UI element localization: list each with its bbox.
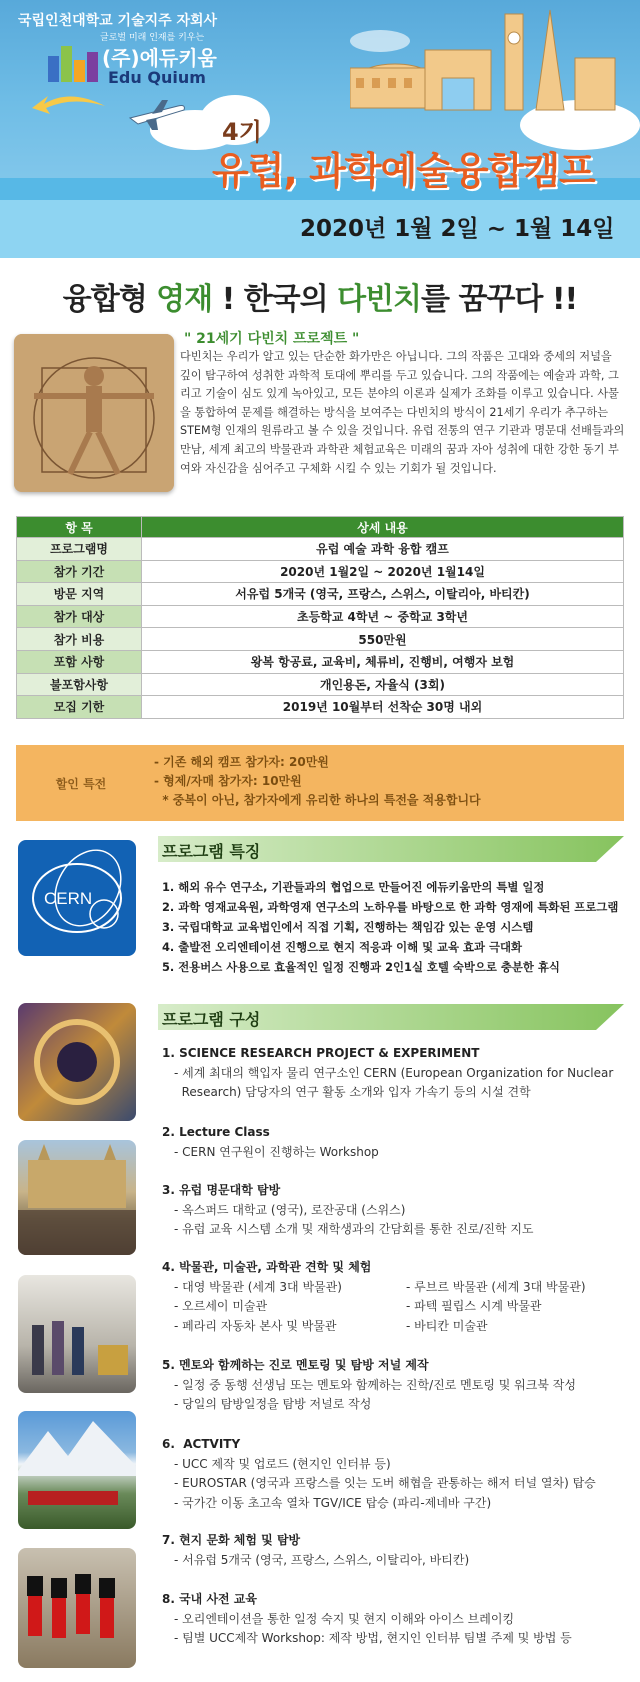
camp-info-table bbox=[16, 516, 624, 719]
program-line: - CERN 연구원이 진행하는 Workshop bbox=[174, 1144, 379, 1159]
program-line: - 서유럽 5개국 (영국, 프랑스, 스위스, 이탈리아, 바티칸) bbox=[174, 1552, 470, 1567]
program-section-title: 7. 현지 문화 체험 및 탐방 bbox=[162, 1533, 301, 1547]
table-row bbox=[17, 696, 624, 719]
table-row bbox=[17, 605, 624, 628]
program-section-title: 2. Lecture Class bbox=[162, 1125, 270, 1139]
company-name: (주)에듀키움 bbox=[102, 46, 217, 70]
program-line: - 국가간 이동 초고속 열차 TGV/ICE 탑승 (파리-제네바 구간) bbox=[174, 1495, 492, 1510]
table-header-row bbox=[17, 517, 624, 538]
intro-heading: " 21세기 다빈치 프로젝트 " bbox=[184, 331, 360, 347]
company-name-en: Edu Quium bbox=[108, 68, 206, 87]
program-line: Research) 담당자의 연구 활동 소개와 입자 가속기 등의 시설 견학 bbox=[174, 1085, 531, 1099]
feature-item: 5. 전용버스 사용으로 효율적인 일정 진행과 2인1실 호텔 숙박으로 충분한 휴식 bbox=[162, 960, 560, 974]
table-row bbox=[17, 650, 624, 673]
program-line: - UCC 제작 및 업로드 (현지인 인터뷰 등) bbox=[174, 1456, 391, 1471]
program-line: - 일정 중 동행 선생님 또는 멘토와 함께하는 진학/진로 멘토링 및 워크북 작성 bbox=[174, 1377, 576, 1392]
program-section-title: 5. 멘토와 함께하는 진로 멘토링 및 탐방 저널 제작 bbox=[162, 1358, 429, 1372]
program-section-2 bbox=[162, 1123, 379, 1162]
feature-item: 3. 국립대학교 교육법인에서 직접 기획, 진행하는 책임감 있는 운영 시스템 bbox=[162, 920, 534, 934]
program-title: 프로그램 구성 bbox=[162, 1010, 261, 1029]
program-line: - 파텍 필립스 시계 박물관 bbox=[406, 1299, 542, 1313]
features-list bbox=[162, 877, 618, 977]
row-label: 방문 지역 bbox=[17, 583, 142, 606]
camp-generation: 4기 bbox=[222, 118, 262, 146]
program-line: - 팀별 UCC제작 Workshop: 제작 방법, 현지인 인터뷰 팀별 주제 및 방법 등 bbox=[174, 1631, 572, 1645]
discount-box bbox=[16, 745, 624, 821]
row-value: 유럽 예술 과학 융합 캠프 bbox=[142, 538, 624, 561]
feature-item: 2. 과학 영재교육원, 과학영재 연구소의 노하우를 바탕으로 한 과학 영재에 특화된 프로그램 bbox=[162, 900, 619, 914]
cern-logo-text: CERN bbox=[44, 889, 93, 908]
table-header-detail: 상세 내용 bbox=[142, 517, 624, 538]
airplane-icon bbox=[128, 96, 188, 132]
program-section-3 bbox=[162, 1181, 534, 1240]
table-row bbox=[17, 560, 624, 583]
feature-item: 4. 출발전 오리엔테이션 진행으로 현지 적응과 이해 및 교육 효과 극대화 bbox=[162, 940, 523, 954]
row-label: 참가 기간 bbox=[17, 560, 142, 583]
particle-accelerator-photo bbox=[18, 1003, 136, 1121]
row-label: 불포함사항 bbox=[17, 673, 142, 696]
row-value: 서유럽 5개국 (영국, 프랑스, 스위스, 이탈리아, 바티칸) bbox=[142, 583, 624, 606]
discount-line: - 기존 해외 캠프 참가자: 20만원 bbox=[154, 755, 329, 769]
museum-visit-photo bbox=[18, 1275, 136, 1393]
program-section-4 bbox=[162, 1258, 638, 1336]
row-label: 포함 사항 bbox=[17, 650, 142, 673]
row-label: 참가 대상 bbox=[17, 605, 142, 628]
university-name: 국립인천대학교 기술지주 자회사 bbox=[18, 13, 218, 29]
row-value: 왕복 항공료, 교육비, 체류비, 진행비, 여행자 보험 bbox=[142, 650, 624, 673]
program-section-5 bbox=[162, 1356, 576, 1415]
row-label: 모집 기한 bbox=[17, 696, 142, 719]
program-section-8 bbox=[162, 1590, 572, 1649]
company-tagline: 글로벌 미래 인재를 키우는 bbox=[100, 33, 205, 43]
program-section-title: 8. 국내 사전 교육 bbox=[162, 1592, 257, 1606]
swiss-alps-train-photo bbox=[18, 1411, 136, 1529]
table-row bbox=[17, 538, 624, 561]
features-title: 프로그램 특징 bbox=[162, 842, 261, 861]
program-section-title: 1. SCIENCE RESEARCH PROJECT & EXPERIMENT bbox=[162, 1046, 480, 1060]
camp-title: 유럽, 과학예술융합캠프 bbox=[212, 149, 595, 193]
program-line: - 옥스퍼드 대학교 (영국), 로잔공대 (스위스) bbox=[174, 1202, 406, 1217]
slogan: 융합형 영재 ! 한국의 다빈치를 꿈꾸다 !! bbox=[62, 282, 578, 317]
program-section-title: 4. 박물관, 미술관, 과학관 견학 및 체험 bbox=[162, 1260, 372, 1274]
university-campus-photo bbox=[18, 1140, 136, 1255]
discount-details bbox=[154, 753, 481, 810]
discount-label: 할인 특전 bbox=[55, 776, 107, 791]
program-section-header bbox=[158, 1004, 624, 1030]
program-section-title: 3. 유럽 명문대학 탐방 bbox=[162, 1183, 281, 1197]
row-label: 프로그램명 bbox=[17, 538, 142, 561]
cern-logo-image bbox=[18, 840, 136, 956]
program-line: - 대영 박물관 (세계 3대 박물관) bbox=[174, 1279, 342, 1294]
vitruvian-man-image bbox=[14, 334, 174, 492]
table-row bbox=[17, 628, 624, 651]
program-line: - EUROSTAR (영국과 프랑스를 잇는 도버 해협을 관통하는 해저 터널 열차) 탑승 bbox=[174, 1476, 596, 1490]
features-section-header bbox=[158, 836, 624, 862]
row-value: 550만원 bbox=[142, 628, 624, 651]
feature-item: 1. 해외 유수 연구소, 기관들과의 협업으로 만들어진 에듀키움만의 특별 일정 bbox=[162, 880, 545, 894]
program-section-7 bbox=[162, 1531, 469, 1570]
row-value: 초등학교 4학년 ~ 중학교 3학년 bbox=[142, 605, 624, 628]
arrow-graphic bbox=[30, 86, 110, 120]
program-line: - 오르세이 미술관 bbox=[174, 1299, 268, 1313]
program-line: - 유럽 교육 시스템 소개 및 재학생과의 간담회를 통한 진로/진학 지도 bbox=[174, 1222, 534, 1236]
intro-body: 다빈치는 우리가 알고 있는 단순한 화가만은 아닙니다. 그의 작품은 고대와 중세의 저널을 깊이 탐구하여 성취한 과학적 토대에 뿌리를 두고 있습니다. 그의 작품에는 예술과 과학, 그리고 기술이 심도 있게 녹아있고, 모든 분야의 이론과 실제가 조화를 이루고 있습니다. 사물을 통합하여 문제를 해결하는 방식을 보여주는 다빈치의 방식이 21세기 우리가 추구하는 STEM형 인재의 원류라고 볼 수 있을 것입니다. 유럽 전통의 연구 기관과 명문대 선배들과의 만남, 세계 최고의 박물관과 과학관 체험교육은 미래의 꿈과 자아 성취에 대한 강한 동기 부여와 자신감을 심어주고 구체화 시킬 수 있는 기회가 될 것입니다. bbox=[180, 350, 625, 475]
table-row bbox=[17, 673, 624, 696]
row-value: 개인용돈, 자율식 (3회) bbox=[142, 673, 624, 696]
hero-banner bbox=[0, 0, 640, 258]
row-value: 2019년 10월부터 선착순 30명 내외 bbox=[142, 696, 624, 719]
program-section-1 bbox=[162, 1044, 613, 1103]
program-line: - 페라리 자동차 본사 및 박물관 bbox=[174, 1318, 337, 1333]
program-line: - 바티칸 미술관 bbox=[406, 1318, 488, 1333]
program-line: - 오리엔테이션을 통한 일정 숙지 및 현지 이해와 아이스 브레이킹 bbox=[174, 1611, 515, 1626]
company-logo bbox=[48, 46, 98, 82]
row-label: 참가 비용 bbox=[17, 628, 142, 651]
row-value: 2020년 1월2일 ~ 2020년 1월14일 bbox=[142, 560, 624, 583]
program-line: - 세계 최대의 핵입자 물리 연구소인 CERN (European Organization for Nuclear bbox=[174, 1065, 614, 1080]
program-line: - 루브르 박물관 (세계 3대 박물관) bbox=[406, 1279, 586, 1294]
camp-dates: 2020년 1월 2일 ~ 1월 14일 bbox=[300, 216, 615, 242]
table-header-item: 항 목 bbox=[17, 517, 142, 538]
royal-guards-photo bbox=[18, 1548, 136, 1668]
table-row bbox=[17, 583, 624, 606]
landmarks-illustration bbox=[350, 8, 640, 118]
program-section-6 bbox=[162, 1435, 596, 1513]
program-section-title: 6. ACTVITY bbox=[162, 1437, 241, 1451]
discount-line: - 형제/자매 참가자: 10만원 bbox=[154, 774, 302, 788]
program-line: - 당일의 탐방일정을 탐방 저널로 작성 bbox=[174, 1397, 372, 1411]
discount-note: * 중복이 아닌, 참가자에게 유리한 하나의 특전을 적용합니다 bbox=[154, 793, 481, 807]
